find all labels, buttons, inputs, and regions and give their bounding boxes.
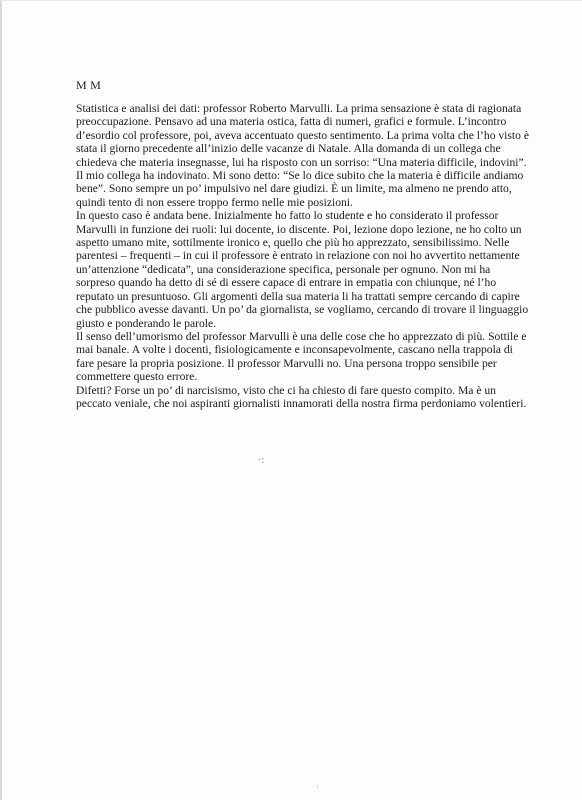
essay-body [76,102,530,410]
author-name: M M [76,78,101,92]
paragraph-4: Difetti? Forse un po’ di narcisismo, visto che ci ha chiesto di fare questo compito. Ma è un peccato veniale, che noi aspiranti giornalisti innamorati della nostra firma perdoniamo volentieri. [76,383,527,410]
paragraph-2: In questo caso è andata bene. Inizialmente ho fatto lo studente e ho considerato il professor Marvulli in funzione dei ruoli: lui docente, io discente. Poi, lezione dopo lezione, ne ho colto un aspetto umano mite, sottilmente ironico e, quello che più ho apprezzato, sensibilissimo. Nelle parentesi – frequenti – in cui il professore è entrato in relazione con noi ho avvertito nettamente un’attenzione “dedicata”, una considerazione specifica, personale per ognuno. Non mi ha sorpreso quando ha detto di sé di essere capace di entrare in empatia con chiunque, né l’ho reputato un presuntuoso. Gli argomenti della sua materia li ha trattati sempre cercando di capire che pubblico avesse davanti. Un po’ da giornalista, se vogliamo, cercando di trovare il linguaggio giusto e ponderando le parole. [76,209,529,330]
scan-speck: · [316,783,319,792]
paragraph-1: Statistica e analisi dei dati: professor Roberto Marvulli. La prima sensazione è stata di ragionata preoccupazione. Pensavo ad una materia ostica, fatta di numeri, grafici e formule. L’incontro d’esordio col professore, poi, aveva accentuato questo sentimento. La prima volta che l’ho visto è stata il giorno precedente all’inizio delle vacanze di Natale. Alla domanda di un collega che chiedeva che materia insegnasse, lui ha risposto con un sorriso: “Una materia difficile, indovini”. Il mio collega ha indovinato. Mi sono detto: “Se lo dice subito che la materia è difficile andiamo bene”. Sono sempre un po’ impulsivo nel dare giudizi. È un limite, ma almeno ne prendo atto, quindi tento di non essere troppo fermo nelle mie posizioni. [76,102,529,209]
scan-edge-top [0,0,582,1]
paragraph-3: Il senso dell’umorismo del professor Marvulli è una delle cose che ho apprezzato di più. Sottile e mai banale. A volte i docenti, fisiologicamente e inconsapevolmente, cascano nella trappola di fare pesare la propria posizione. Il professor Marvulli no. Una persona troppo sensibile per commettere questo errore. [76,329,527,384]
scan-speck: ·: [258,455,265,466]
scan-edge-left [0,0,2,800]
